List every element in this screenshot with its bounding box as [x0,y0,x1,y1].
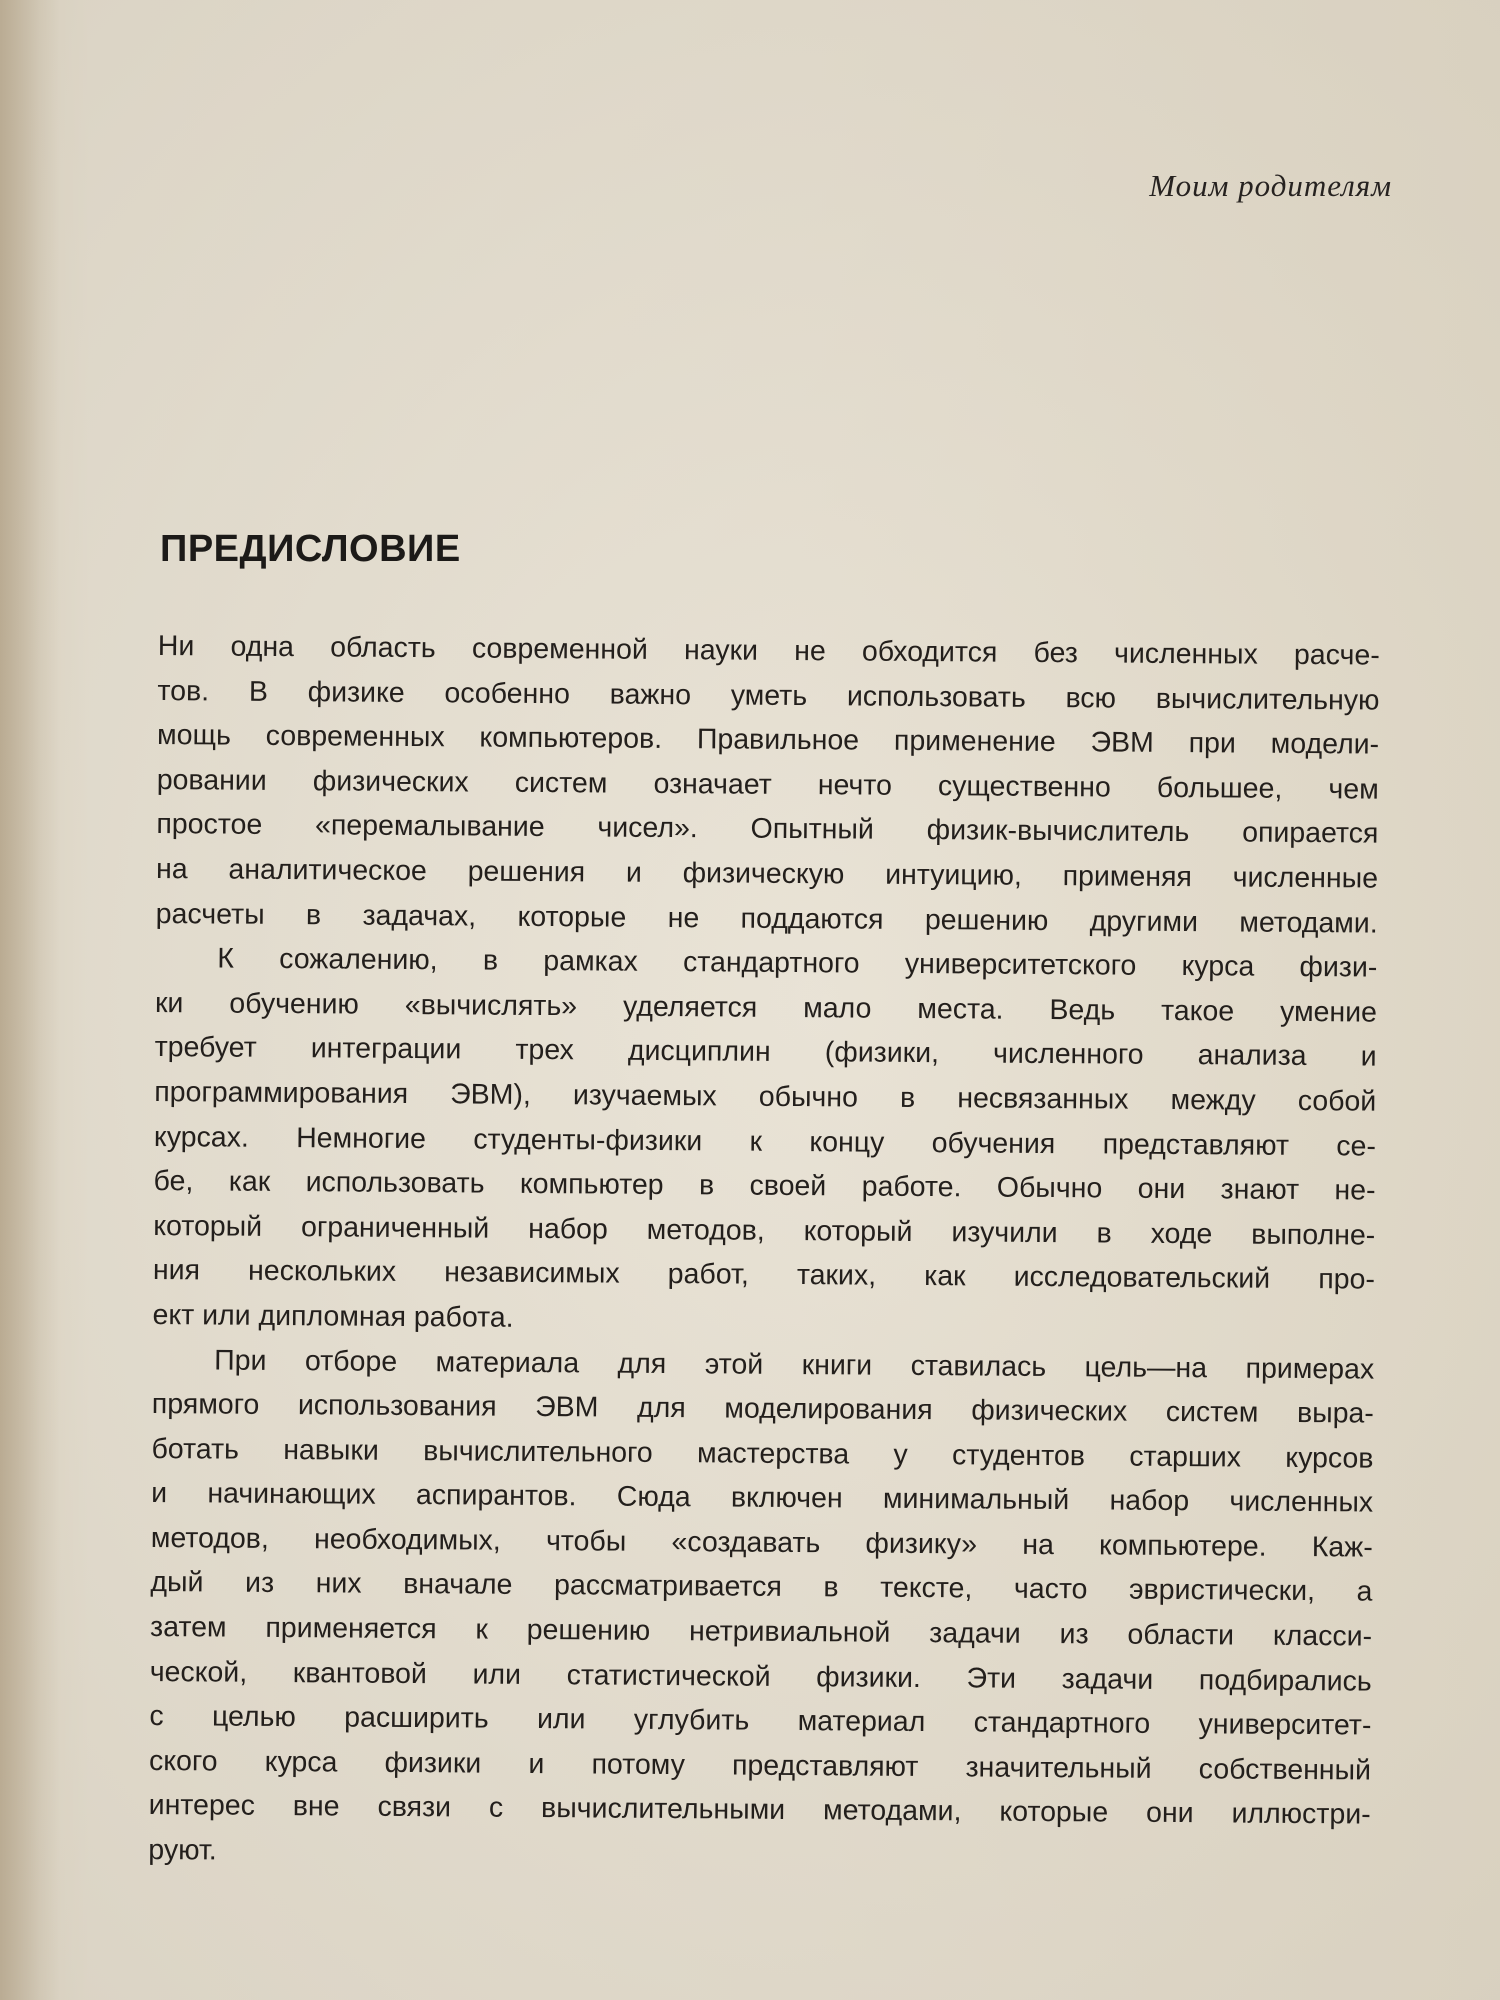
text-line: и начинающих аспирантов. Сюда включен минимальный набор численных [151,1477,1374,1519]
text-line: курсах. Немногие студенты-физики к концу обучения представляют се- [153,1120,1377,1163]
text-line: требует интеграции трех дисциплин (физики, численного анализа и [154,1031,1377,1073]
text-line: При отборе материала для этой книги ставилась цель—на примерах [214,1343,1375,1386]
text-line: с целью расширить или углубить материал стандартного университет- [149,1700,1372,1742]
paragraph-2 [152,936,1377,1347]
text-line: интерес вне связи с вычислительными методами, которые они иллюстри- [148,1789,1371,1831]
text-line: ект или дипломная работа. [152,1298,514,1334]
text-line: ки обучению «вычислять» уделяется мало места. Ведь такое умение [154,986,1378,1029]
preface-body [148,624,1380,1882]
text-line: затем применяется к решению нетривиальной задачи из области класси- [149,1611,1373,1653]
text-line: расчеты в задачах, которые не поддаются решению другими методами. [155,897,1378,940]
text-line: программирования ЭВМ), изучаемых обычно в несвязанных между собой [154,1075,1377,1118]
text-line: мощь современных компьютеров. Правильное применение ЭВМ при модели- [157,719,1380,761]
text-line: ровании физических систем означает нечто существенно большее, чем [156,763,1379,806]
text-line: методов, необходимых, чтобы «создавать физику» на компьютере. Каж- [150,1521,1373,1564]
text-line: ния нескольких независимых работ, таких, как исследовательский про- [152,1254,1376,1296]
page-title: ПРЕДИСЛОВИЕ [160,528,461,570]
text-line: руют. [148,1833,217,1867]
text-line: который ограниченный набор методов, который изучили в ходе выполне- [153,1209,1376,1252]
text-line: ческой, квантовой или статистической физики. Эти задачи подбирались [149,1655,1372,1698]
text-line: прямого использования ЭВМ для моделирования физических систем выра- [151,1388,1374,1430]
text-line: Ни одна область современной науки не обходится без численных расче- [157,629,1380,672]
text-line: дый из них вначале рассматривается в тексте, часто эвристически, а [150,1566,1373,1609]
text-line: на аналитическое решения и физическую интуицию, применяя численные [155,852,1379,895]
text-line: тов. В физике особенно важно уметь использовать всю вычислительную [157,674,1380,717]
text-line: ботать навыки вычислительного мастерства у студентов старших курсов [151,1432,1374,1475]
text-line: простое «перемалывание чисел». Опытный физик-вычислитель опирается [156,808,1379,850]
paragraph-3 [148,1337,1374,1882]
text-line: бе, как использовать компьютер в своей работе. Обычно они знают не- [153,1165,1376,1207]
dedication: Моим родителям [1149,168,1392,203]
paragraph-1 [156,624,1380,946]
text-line: К сожалению, в рамках стандартного университетского курса физи- [217,942,1378,984]
text-line: ского курса физики и потому представляют значительный собственный [148,1744,1372,1787]
page-gutter-shadow [0,0,60,2000]
